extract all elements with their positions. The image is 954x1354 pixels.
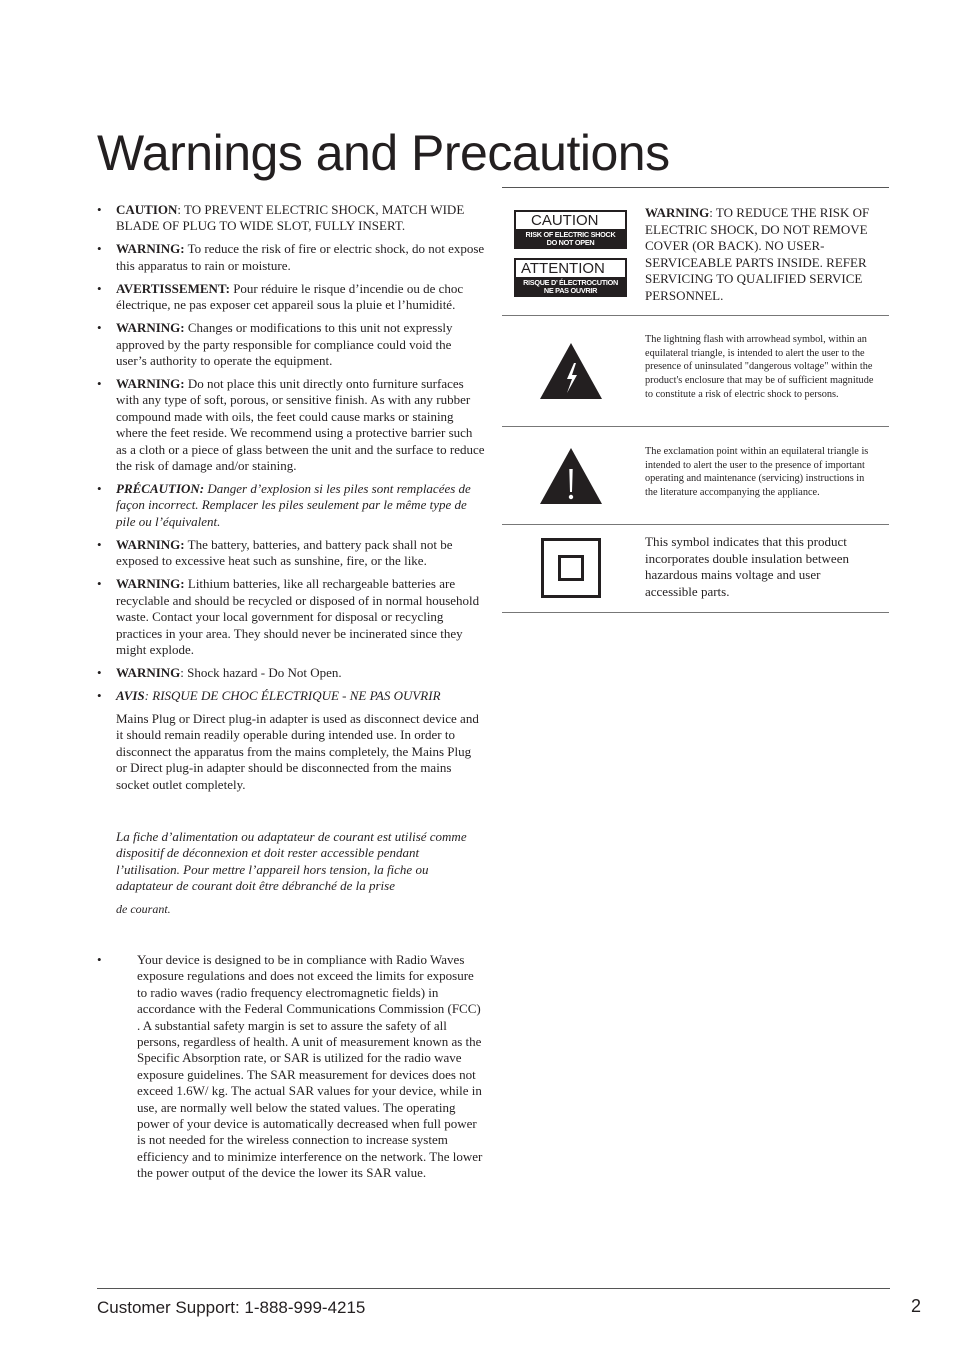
- bullet: •: [97, 280, 102, 296]
- caution-label: [514, 210, 627, 249]
- item-text: Changes or modifications to this unit not expressly approved by the party responsible for compliance could void the user’s authority to operate the equipment.: [116, 320, 453, 369]
- item-text: Do not place this unit directly onto furniture surfaces with any type of soft, porous, or sensitive finish. As with any rubber compound made with oils, the feet could cause marks or staining where the feet reside. We recommend using a protective barrier such as a cloth or a piece of glass between the unit and the surface to reduce the risk of damage and/or staining.: [116, 376, 485, 474]
- bullet: •: [97, 202, 102, 217]
- item-lead: WARNING:: [116, 320, 185, 336]
- caution-label-sub: [514, 230, 627, 249]
- attention-label: [514, 258, 627, 297]
- shock-warning-text: [645, 205, 875, 305]
- item-lead: WARNING:: [116, 241, 185, 257]
- double-insulation-description: This symbol indicates that this product incorporates double insulation between hazardous mains voltage and user accessible parts.: [645, 534, 849, 599]
- sar-notice: [97, 952, 485, 1182]
- list-item: [97, 481, 485, 530]
- list-item: [97, 320, 485, 369]
- mains-plug-english: Mains Plug or Direct plug-in adapter is used as disconnect device and it should remain readily operable during intended use. In order to disconnect the apparatus from the mains completely, the Mains Plug or Direct plug-in adapter should be disconnected from the mains socket outlet completely.: [116, 710, 479, 792]
- lightning-row: [502, 316, 889, 427]
- exclamation-triangle-icon: [538, 446, 604, 506]
- page-number: 2: [911, 1296, 922, 1316]
- list-item: [97, 688, 485, 704]
- bullet: •: [97, 481, 102, 497]
- warning-body: : TO REDUCE THE RISK OF ELECTRIC SHOCK, DO NOT REMOVE COVER (OR BACK). NO USER-SERVICEABLE PARTS INSIDE. REFER SERVICING TO QUALIFIED SERVICE PERSONNEL.: [645, 205, 870, 303]
- item-text: Lithium batteries, like all rechargeable batteries are recyclable and should be recycled or disposed of in normal household waste. Contact your local government for disposal or recycling practices in your area. They should never be incinerated since they might explode.: [116, 576, 480, 657]
- attention-label-title: ATTENTION: [515, 259, 626, 278]
- item-text: : RISQUE DE CHOC ÉLECTRIQUE - NE PAS OUVRIR: [144, 687, 441, 703]
- warnings-column: [97, 202, 485, 1182]
- list-item: [97, 576, 485, 658]
- item-text: Danger d’explosion si les piles sont remplacées de façon incorrect. Remplacer les piles seulement par le même type de pile ou l’équivalent.: [116, 481, 471, 529]
- bullet: •: [97, 241, 102, 257]
- customer-support: Customer Support: 1-888-999-4215: [97, 1298, 366, 1317]
- item-lead: AVERTISSEMENT:: [116, 280, 230, 296]
- item-lead: WARNING:: [116, 576, 185, 592]
- warnings-list: [97, 202, 485, 704]
- exclamation-row: [502, 427, 889, 525]
- lightning-triangle-icon: [538, 341, 604, 401]
- item-lead: WARNING:: [116, 536, 185, 552]
- item-lead: CAUTION: [116, 202, 178, 217]
- double-insulation-icon: [541, 538, 601, 598]
- list-item: [97, 281, 485, 314]
- page-title: Warnings and Precautions: [97, 125, 670, 181]
- lightning-description: The lightning flash with arrowhead symbol, within an equilateral triangle, is intended to alert the user to the presence of uninsulated "dangerous voltage" within the product's enclosure that may be of sufficient magnitude to constitute a risk of electric shock to persons.: [645, 334, 874, 400]
- list-item: [97, 202, 485, 235]
- attention-label-sub: [514, 278, 627, 297]
- exclamation-description: The exclamation point within an equilateral triangle is intended to alert the user to the presence of important operating and maintenance (servicing) instructions in the literature accompanying the appliance.: [645, 446, 869, 499]
- attention-sub-line1: RISQUE D’ ÉLECTROCUTION: [523, 278, 618, 287]
- item-text: : TO PREVENT ELECTRIC SHOCK, MATCH WIDE BLADE OF PLUG TO WIDE SLOT, FULLY INSERT.: [116, 202, 465, 234]
- sar-text: Your device is designed to be in compliance with Radio Waves exposure regulations and does not exceed the limits for exposure to radio waves (radio frequency electromagnetic fields) in accordance with the Federal Communications Commission (FCC) . A substantial safety margin is set to assure the safety of all persons, regardless of health. A unit of measurement known as the Specific Absorption rate, or SAR is utilized for the radio wave exposure guidelines. The SAR measurement for devices does not exceed 1.6W/ kg. The actual SAR values for your device, while in use, are normally well below the stated values. The operating power of your device is automatically decreased when full power is not needed for the wireless connection to increase system efficiency and to minimize interference on the network. The lower the power output of the device the lower its SAR value.: [137, 951, 483, 1181]
- caution-row: [502, 188, 889, 316]
- warning-lead: WARNING: [645, 205, 710, 220]
- bullet: •: [97, 376, 102, 392]
- item-lead: WARNING: [116, 664, 181, 680]
- bullet: •: [97, 687, 102, 703]
- caution-sub-line1: RISK OF ELECTRIC SHOCK: [525, 230, 616, 239]
- caution-label-title: CAUTION: [515, 211, 626, 230]
- bullet: •: [97, 320, 102, 336]
- bullet: •: [97, 576, 102, 592]
- mains-plug-french-end: de courant.: [116, 901, 171, 916]
- item-text: : Shock hazard - Do Not Open.: [180, 664, 342, 680]
- list-item: [97, 376, 485, 474]
- footer-divider: [97, 1288, 890, 1289]
- item-lead: WARNING:: [116, 376, 185, 392]
- list-item: [97, 665, 485, 681]
- bullet: •: [97, 536, 102, 552]
- list-item: [97, 537, 485, 570]
- bullet: •: [97, 664, 102, 680]
- item-text: To reduce the risk of fire or electric shock, do not expose this apparatus to rain or moisture.: [116, 241, 485, 273]
- bullet: •: [97, 951, 102, 967]
- symbols-table: [502, 187, 889, 613]
- item-text: The battery, batteries, and battery pack shall not be exposed to excessive heat such as sunshine, fire, or the like.: [116, 536, 453, 569]
- attention-sub-line2: NE PAS OUVRIR: [543, 286, 598, 295]
- double-insulation-row: [502, 525, 889, 613]
- list-item: [97, 241, 485, 274]
- item-text: Pour réduire le risque d’incendie ou de choc électrique, ne pas exposer cet appareil sous la pluie et l’humidité.: [116, 280, 464, 313]
- caution-sub-line2: DO NOT OPEN: [546, 238, 595, 247]
- item-lead: PRÉCAUTION:: [116, 481, 205, 497]
- item-lead: AVIS: [116, 687, 145, 703]
- mains-plug-french: La fiche d’alimentation ou adaptateur de courant est utilisé comme dispositif de déconnexion et doit rester accessible pendant l’utilisation. Pour mettre l’appareil hors tension, la fiche ou adaptateur de courant doit être débranché de la prise: [116, 828, 467, 894]
